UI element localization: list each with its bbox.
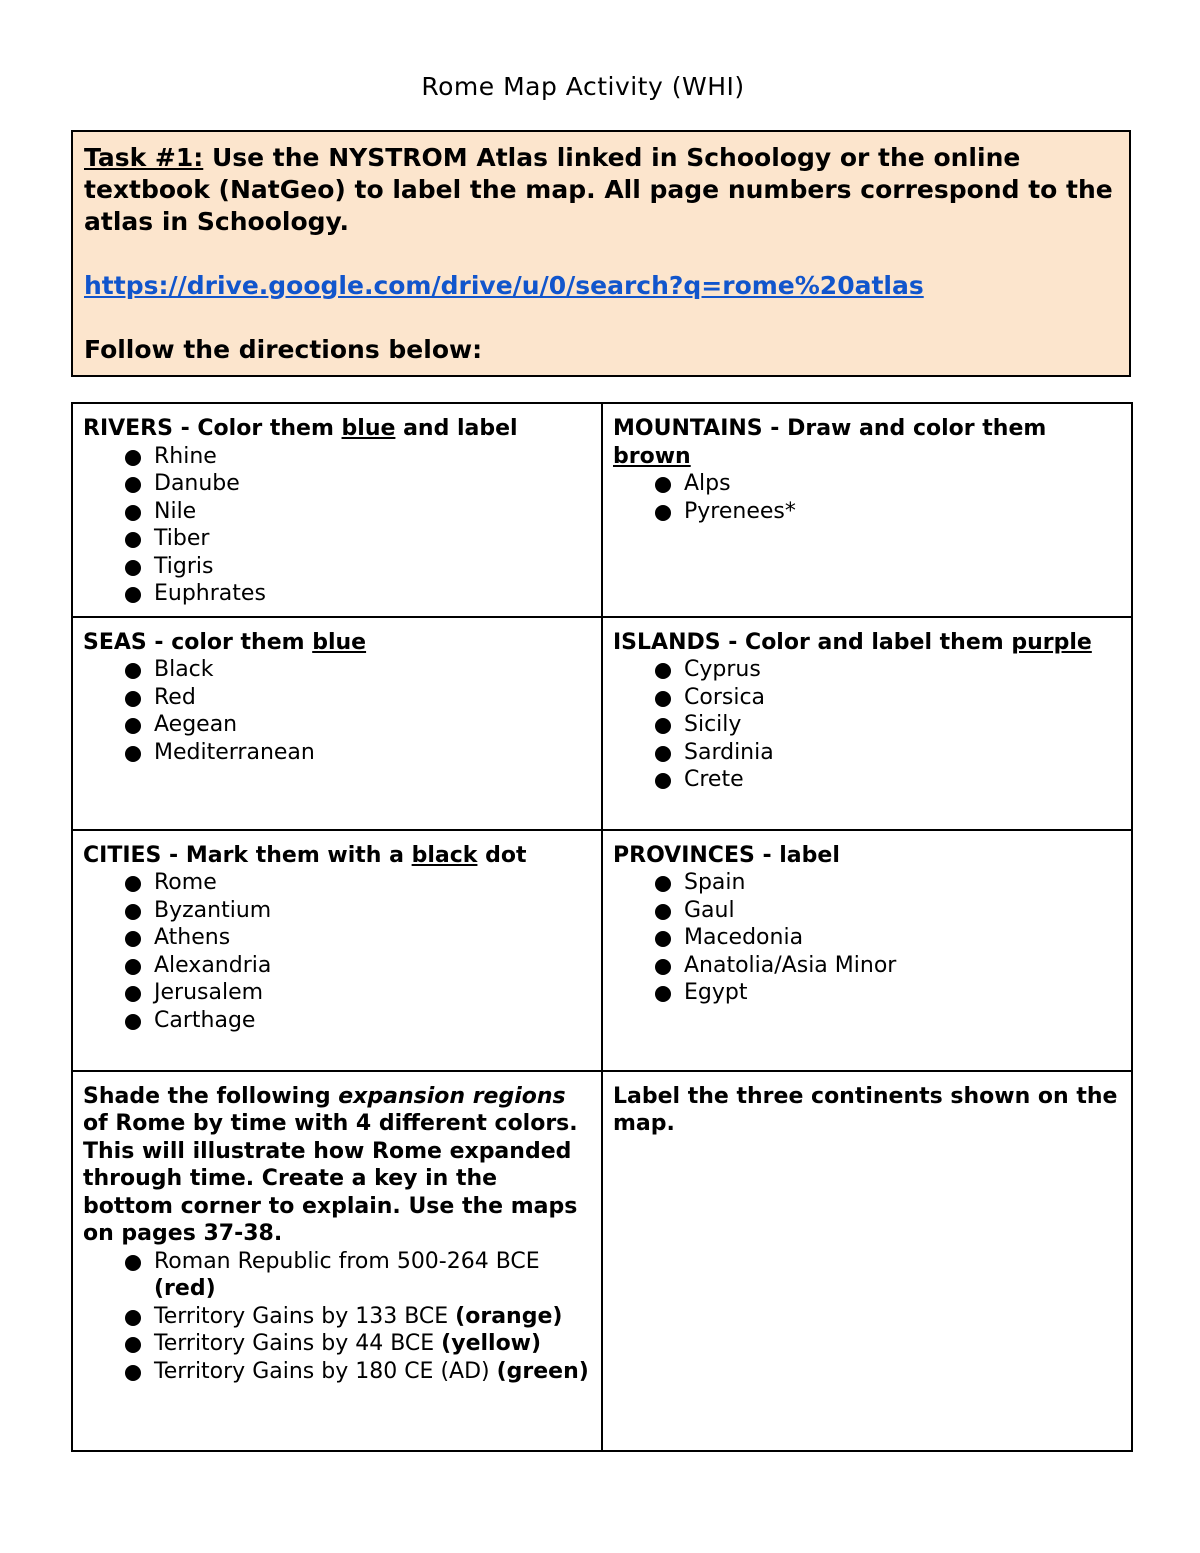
islands-list bbox=[613, 656, 1121, 794]
list-item: Black bbox=[125, 656, 591, 684]
list-item: Sardinia bbox=[655, 739, 1121, 767]
list-item: Gaul bbox=[655, 897, 1121, 925]
continents-cell bbox=[602, 1071, 1132, 1451]
atlas-link[interactable]: https://drive.google.com/drive/u/0/search?q=rome%20atlas bbox=[84, 271, 924, 300]
list-item: Tigris bbox=[125, 553, 591, 581]
list-item: Roman Republic from 500-264 BCE (red) bbox=[125, 1248, 591, 1303]
list-item: Jerusalem bbox=[125, 979, 591, 1007]
list-item: Cyprus bbox=[655, 656, 1121, 684]
page-title: Rome Map Activity (WHI) bbox=[421, 72, 745, 101]
cities-list bbox=[83, 869, 591, 1034]
list-item: Tiber bbox=[125, 525, 591, 553]
list-item: Carthage bbox=[125, 1007, 591, 1035]
expansion-list bbox=[83, 1248, 591, 1386]
cities-cell bbox=[72, 830, 602, 1071]
list-item: Egypt bbox=[655, 979, 1121, 1007]
follow-directions: Follow the directions below: bbox=[84, 335, 483, 364]
list-item: Aegean bbox=[125, 711, 591, 739]
list-item: Rhine bbox=[125, 443, 591, 471]
list-item: Danube bbox=[125, 470, 591, 498]
list-item: Spain bbox=[655, 869, 1121, 897]
list-item: Territory Gains by 180 CE (AD) (green) bbox=[125, 1358, 591, 1386]
seas-list bbox=[83, 656, 591, 766]
expansion-cell bbox=[72, 1071, 602, 1451]
list-item: Corsica bbox=[655, 684, 1121, 712]
list-item: Alexandria bbox=[125, 952, 591, 980]
list-item: Mediterranean bbox=[125, 739, 591, 767]
list-item: Alps bbox=[655, 470, 1121, 498]
rivers-list bbox=[83, 443, 591, 608]
provinces-cell bbox=[602, 830, 1132, 1071]
list-item: Territory Gains by 133 BCE (orange) bbox=[125, 1303, 591, 1331]
provinces-heading: PROVINCES - label bbox=[613, 842, 840, 868]
task-box bbox=[71, 130, 1131, 377]
expansion-instructions: Shade the following expansion regions of Rome by time with 4 different colors. This will illustrate how Rome expanded through time. Create a key in the bottom corner to explain. Use the maps on pages 37-38. bbox=[83, 1083, 578, 1246]
islands-heading: ISLANDS - Color and label them purple bbox=[613, 629, 1092, 655]
list-item: Sicily bbox=[655, 711, 1121, 739]
provinces-list bbox=[613, 869, 1121, 1007]
list-item: Euphrates bbox=[125, 580, 591, 608]
mountains-cell bbox=[602, 403, 1132, 617]
list-item: Crete bbox=[655, 766, 1121, 794]
rivers-cell bbox=[72, 403, 602, 617]
list-item: Nile bbox=[125, 498, 591, 526]
list-item: Territory Gains by 44 BCE (yellow) bbox=[125, 1330, 591, 1358]
list-item: Pyrenees* bbox=[655, 498, 1121, 526]
task-instructions bbox=[84, 142, 1118, 238]
task-label: Task #1: bbox=[84, 143, 204, 172]
list-item: Byzantium bbox=[125, 897, 591, 925]
list-item: Rome bbox=[125, 869, 591, 897]
list-item: Macedonia bbox=[655, 924, 1121, 952]
task-text: Use the NYSTROM Atlas linked in Schoology or the online textbook (NatGeo) to label the map. All page numbers correspond to the atlas in Schoology. bbox=[84, 143, 1113, 236]
list-item: Athens bbox=[125, 924, 591, 952]
seas-cell bbox=[72, 617, 602, 830]
mountains-heading: MOUNTAINS - Draw and color them brown bbox=[613, 416, 1047, 469]
rivers-heading: RIVERS - Color them blue and label bbox=[83, 416, 518, 441]
continents-instructions: Label the three continents shown on the map. bbox=[613, 1083, 1118, 1136]
list-item: Red bbox=[125, 684, 591, 712]
seas-heading: SEAS - color them blue bbox=[83, 629, 367, 655]
list-item: Anatolia/Asia Minor bbox=[655, 952, 1121, 980]
islands-cell bbox=[602, 617, 1132, 830]
mountains-list bbox=[613, 470, 1121, 525]
directions-table bbox=[71, 402, 1133, 1452]
cities-heading: CITIES - Mark them with a black dot bbox=[83, 842, 527, 868]
